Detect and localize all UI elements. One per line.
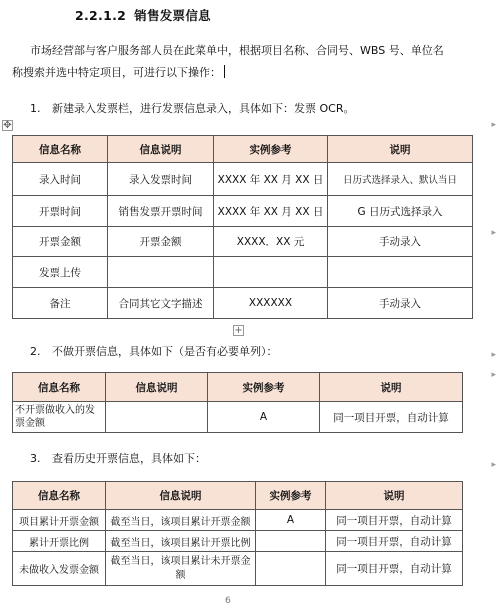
table-cell: 开票时间 xyxy=(13,196,108,227)
section-heading xyxy=(75,6,211,24)
no-invoice-table xyxy=(12,372,463,433)
intro-line-2: 称搜索并选中特定项目，可进行以下操作： xyxy=(12,62,482,84)
table-cell: 不开票做收入的发票金额 xyxy=(13,402,106,433)
table-header-cell: 信息名称 xyxy=(13,482,106,510)
table-cell xyxy=(106,402,208,433)
list-item-number: 3. xyxy=(30,452,41,465)
table-header-row xyxy=(13,136,473,163)
scroll-arrow-icon[interactable]: ▸ xyxy=(491,120,496,130)
list-item-2 xyxy=(30,343,278,359)
table-cell: XXXX．XX 元 xyxy=(214,227,328,257)
table-cell: A xyxy=(256,510,326,531)
table-cell: 备注 xyxy=(13,288,108,319)
table-cell: 同一项目开票，自动计算 xyxy=(326,510,463,531)
table-row xyxy=(13,510,463,531)
intro-line-1: 市场经营部与客户服务部人员在此菜单中，根据项目名称、合同号、WBS 号、单位名 xyxy=(30,44,444,57)
table-header-cell: 信息名称 xyxy=(13,373,106,402)
table-header-cell: 信息说明 xyxy=(106,482,256,510)
table-header-cell: 实例参考 xyxy=(256,482,326,510)
list-item-3 xyxy=(30,450,206,466)
table-cell: 手动录入 xyxy=(328,288,473,319)
scroll-track[interactable] xyxy=(486,120,500,590)
table-header-row xyxy=(13,373,463,402)
table-row xyxy=(13,196,473,227)
table-header-cell: 信息说明 xyxy=(108,136,214,163)
table-cell: 未做收入发票金额 xyxy=(13,552,106,586)
table-cell: 开票金额 xyxy=(13,227,108,257)
intro-paragraph[interactable] xyxy=(12,40,482,84)
table-row xyxy=(13,531,463,552)
table-header-cell: 实例参考 xyxy=(214,136,328,163)
table-header-cell: 说明 xyxy=(320,373,463,402)
table-cell: 同一项目开票，自动计算 xyxy=(326,552,463,586)
table-header-row xyxy=(13,482,463,510)
table-cell: 开票金额 xyxy=(108,227,214,257)
table-cell: 截至当日，该项目累计未开票金额 xyxy=(106,552,256,586)
table-cell xyxy=(214,257,328,288)
list-item-text: 查看历史开票信息，具体如下： xyxy=(52,452,206,465)
table-move-handle-icon[interactable]: ✥ xyxy=(3,120,12,131)
table-cell xyxy=(328,257,473,288)
table-cell: XXXX 年 XX 月 XX 日 xyxy=(214,163,328,196)
table-row xyxy=(13,402,463,433)
list-item-text: 不做开票信息，具体如下（是否有必要单列）： xyxy=(52,345,278,358)
table-row xyxy=(13,257,473,288)
table-cell: 录入发票时间 xyxy=(108,163,214,196)
table-row xyxy=(13,163,473,196)
table-header-cell: 信息说明 xyxy=(106,373,208,402)
table-cell: 销售发票开票时间 xyxy=(108,196,214,227)
table-cell: 截至当日，该项目累计开票比例 xyxy=(106,531,256,552)
list-item-1 xyxy=(30,100,354,116)
table-cell: G 日历式选择录入 xyxy=(328,196,473,227)
add-row-icon[interactable]: + xyxy=(234,325,243,336)
table-cell: 截至当日，该项目累计开票金额 xyxy=(106,510,256,531)
table-row xyxy=(13,227,473,257)
table-header-cell: 说明 xyxy=(326,482,463,510)
section-number: 2.2.1.2 xyxy=(75,8,127,23)
table-row xyxy=(13,552,463,586)
table-cell: 发票上传 xyxy=(13,257,108,288)
table-cell: 同一项目开票，自动计算 xyxy=(326,531,463,552)
table-header-cell: 信息名称 xyxy=(13,136,108,163)
table-cell: 同一项目开票，自动计算 xyxy=(320,402,463,433)
table-header-cell: 实例参考 xyxy=(208,373,320,402)
table-cell: 累计开票比例 xyxy=(13,531,106,552)
table-cell xyxy=(108,257,214,288)
table-cell: 项目累计开票金额 xyxy=(13,510,106,531)
table-cell xyxy=(256,531,326,552)
table-cell: XXXX 年 XX 月 XX 日 xyxy=(214,196,328,227)
table-cell xyxy=(256,552,326,586)
invoice-entry-table xyxy=(12,135,473,319)
table-cell: 手动录入 xyxy=(328,227,473,257)
list-item-number: 1. xyxy=(30,102,41,115)
table-header-cell: 说明 xyxy=(328,136,473,163)
table-cell: XXXXXX xyxy=(214,288,328,319)
text-cursor xyxy=(224,65,225,78)
invoice-history-table xyxy=(12,481,463,586)
table-cell: A xyxy=(208,402,320,433)
table-cell: 合同其它文字描述 xyxy=(108,288,214,319)
table-cell: 日历式选择录入、默认当日 xyxy=(328,163,473,196)
scroll-arrow-icon[interactable]: ▸ xyxy=(491,460,496,470)
table-row xyxy=(13,288,473,319)
table-cell: 录入时间 xyxy=(13,163,108,196)
scroll-arrow-icon[interactable]: ▸ xyxy=(491,228,496,238)
scroll-arrow-icon[interactable]: ▸ xyxy=(491,350,496,360)
scroll-arrow-icon[interactable]: ▸ xyxy=(491,370,496,380)
page-number: 6 xyxy=(225,596,231,606)
list-item-text: 新建录入发票栏，进行发票信息录入，具体如下：发票 OCR。 xyxy=(52,102,355,115)
section-title: 销售发票信息 xyxy=(134,8,211,23)
list-item-number: 2. xyxy=(30,345,41,358)
